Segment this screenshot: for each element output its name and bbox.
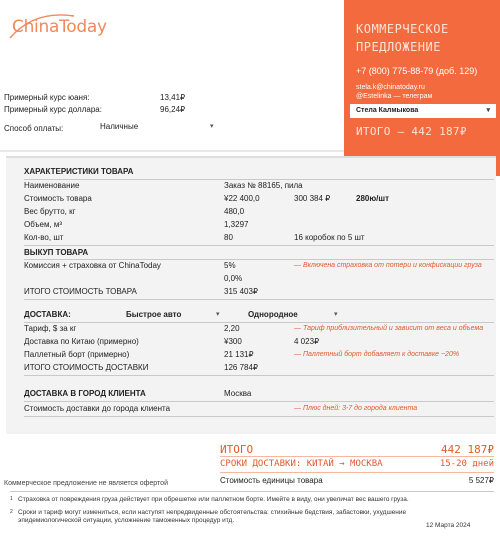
logo — [4, 8, 124, 48]
specs-volume-label: Объем, м³ — [24, 220, 63, 229]
divider — [24, 375, 494, 376]
buyout-extra-row — [24, 273, 494, 285]
chevron-down-icon: ▾ — [486, 107, 490, 114]
buyout-heading: ВЫКУП ТОВАРА — [24, 248, 89, 257]
offer-title-line1: КОММЕРЧЕСКОЕ — [356, 22, 449, 36]
specs-qty-row — [24, 232, 494, 244]
specs-qty-boxes: 16 коробок по 5 шт — [294, 233, 365, 242]
summary-total-value: 442 187₽ — [441, 443, 494, 456]
cargo-type-value: Однородное — [248, 310, 298, 319]
specs-weight-row — [24, 206, 494, 218]
specs-qty-label: Кол-во, шт — [24, 233, 64, 242]
offer-telegram[interactable]: @Estelinka — телеграм — [356, 93, 433, 100]
delivery-pallet-label: Паллетный борт (примерно) — [24, 350, 130, 359]
yuan-rate-label: Примерный курс юаня: — [4, 93, 90, 102]
delivery-china-row — [24, 336, 494, 348]
delivery-total-value: 126 784₽ — [224, 363, 259, 372]
specs-cost-yuan[interactable]: ¥22 400,0 — [224, 194, 260, 203]
delivery-pallet-value[interactable]: 21 131₽ — [224, 350, 254, 359]
summary-terms-value: 15-20 дней — [439, 459, 494, 469]
footnote-2: 2 Сроки и тариф могут измениться, если наступят непредвиденные обстоятельства: стихийные бедствия, забастовки, ухудшение эпидемиологической ситуации, усложнение таможенных процедур итд. — [10, 508, 407, 524]
buyout-commission-label: Комиссия + страховка от ChinaToday — [24, 261, 161, 270]
divider — [220, 472, 494, 473]
disclaimer: Коммерческое предложение не является офертой — [4, 480, 168, 487]
specs-cost-row — [24, 193, 494, 205]
yuan-rate-value: 13,41₽ — [160, 93, 186, 102]
manager-select[interactable] — [350, 104, 496, 118]
city-heading: ДОСТАВКА В ГОРОД КЛИЕНТА — [24, 389, 146, 398]
buyout-commission-value[interactable]: 5% — [224, 261, 236, 270]
payment-value: Наличные — [100, 122, 139, 131]
city-value[interactable]: Москва — [224, 389, 252, 398]
delivery-pallet-note: — Паллетный борт добавляет к доставке ~20% — [294, 351, 460, 358]
footnote-2-text: Сроки и тариф могут измениться, если наступят непредвиденные обстоятельства: стихийные бедствия, забастовки, ухудшение эпидемиологической ситуации, усложнение таможенных процедур итд. — [18, 508, 407, 524]
summary-terms-label: СРОКИ ДОСТАВКИ: КИТАЙ → МОСКВА — [220, 459, 383, 469]
document-date: 12 Марта 2024 — [426, 522, 471, 529]
delivery-pallet-row — [24, 349, 494, 361]
dollar-rate-value: 96,24₽ — [160, 105, 186, 114]
payment-select[interactable] — [100, 122, 220, 134]
divider — [220, 456, 494, 457]
manager-name: Стела Калмыкова — [356, 107, 419, 114]
delivery-tariff-note: — Тариф приблизительный и зависит от веса и объема — [294, 325, 484, 332]
delivery-tariff-value[interactable]: 2,20 — [224, 324, 240, 333]
offer-phone[interactable]: +7 (800) 775-88-79 (доб. 129) — [356, 66, 478, 76]
city-heading-row — [24, 388, 494, 400]
offer-contacts — [356, 83, 432, 101]
specs-heading: ХАРАКТЕРИСТИКИ ТОВАРА — [24, 167, 134, 176]
footnote-1: 1 Страховка от повреждения груза действует при обрешетке или паллетном борте. Имейте в виду, они увеличат вес вашего груза. — [10, 496, 409, 503]
specs-name-row — [24, 180, 494, 192]
divider — [24, 416, 494, 417]
cargo-type-select[interactable] — [248, 309, 358, 321]
buyout-commission-note: — Включена страховка от потери и конфискации груза — [294, 262, 482, 269]
offer-panel — [344, 0, 500, 176]
specs-qty-value[interactable]: 80 — [224, 233, 233, 242]
chevron-down-icon: ▾ — [210, 123, 214, 130]
divider — [24, 245, 494, 246]
buyout-commission-row — [24, 260, 494, 272]
specs-cost-label: Стоимость товара — [24, 194, 92, 203]
delivery-mode-select[interactable] — [126, 309, 236, 321]
specs-cost-rub: 300 384 ₽ — [294, 194, 331, 203]
logo-text: ChinaToday — [12, 17, 107, 37]
delivery-total-row — [24, 362, 494, 374]
summary-block — [220, 441, 494, 489]
chevron-down-icon: ▾ — [334, 311, 338, 318]
calculation-panel — [6, 156, 496, 434]
specs-volume-value[interactable]: 1,3297 — [224, 220, 249, 229]
summary-unit-label: Стоимость единицы товара — [220, 476, 323, 485]
offer-email[interactable]: stela.k@chinatoday.ru — [356, 84, 425, 91]
buyout-total-value: 315 403₽ — [224, 287, 259, 296]
footnote-1-text: Страховка от повреждения груза действует при обрешетке или паллетном борте. Имейте в виду, они увеличат вес вашего груза. — [18, 496, 409, 503]
specs-name-label: Наименование — [24, 181, 80, 190]
delivery-china-yuan[interactable]: ¥300 — [224, 337, 242, 346]
specs-weight-value[interactable]: 480,0 — [224, 207, 245, 216]
divider — [10, 491, 494, 492]
chevron-down-icon: ▾ — [216, 311, 220, 318]
payment-label: Способ оплаты: — [4, 124, 64, 133]
delivery-china-rub: 4 023₽ — [294, 337, 320, 346]
city-cost-row — [24, 403, 494, 415]
buyout-total-label: ИТОГО СТОИМОСТЬ ТОВАРА — [24, 287, 137, 296]
specs-cost-unit: 280ю/шт — [356, 194, 389, 203]
dollar-rate-label: Примерный курс доллара: — [4, 105, 102, 114]
buyout-total-row — [24, 286, 494, 298]
specs-weight-label: Вес брутто, кг — [24, 207, 76, 216]
summary-total-label: ИТОГО — [220, 443, 254, 456]
delivery-total-label: ИТОГО СТОИМОСТЬ ДОСТАВКИ — [24, 363, 149, 372]
divider — [0, 150, 344, 152]
delivery-tariff-label: Тариф, $ за кг — [24, 324, 77, 333]
summary-unit-value: 5 527₽ — [468, 476, 494, 485]
offer-title — [356, 20, 449, 56]
offer-title-line2: ПРЕДЛОЖЕНИЕ — [356, 40, 441, 54]
divider — [24, 299, 494, 300]
delivery-mode-value: Быстрое авто — [126, 310, 182, 319]
divider — [24, 401, 494, 402]
delivery-tariff-row — [24, 323, 494, 335]
delivery-china-label: Доставка по Китаю (примерно) — [24, 337, 139, 346]
offer-total: ИТОГО — 442 187₽ — [356, 125, 467, 138]
specs-volume-row — [24, 219, 494, 231]
buyout-extra-value[interactable]: 0,0% — [224, 274, 243, 283]
footnotes — [10, 496, 494, 526]
specs-name-value[interactable]: Заказ № 88165, пила — [224, 181, 303, 190]
delivery-heading: ДОСТАВКА: — [24, 310, 71, 319]
city-cost-note: — Плюс дней: 3-7 до города клиента — [294, 405, 418, 412]
city-cost-label: Стоимость доставки до города клиента — [24, 404, 171, 413]
